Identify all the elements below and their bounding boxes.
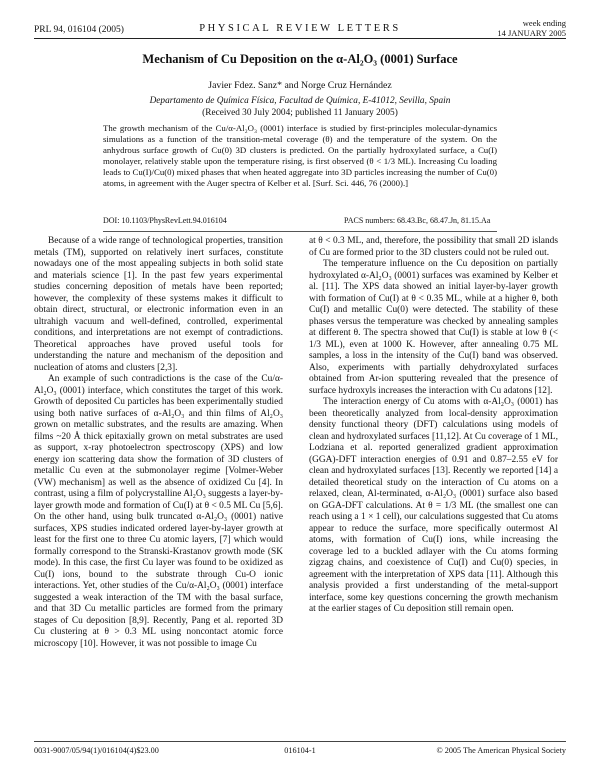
abstract: The growth mechanism of the Cu/α-Al₂O₃ (0001) interface is studied by first-principles molecular-dynamics simulations as a function of the transition-metal coverage (θ) and the temperature of the system. On the anhydrous surface growth of Cu(0) 3D clusters is predicted. On the partially hydroxylated surface, a Cu(I) monolayer, relatively stable upon the temperature rising, is first observed (θ < 1/3 ML). Increasing Cu loading leads to Cu(I)/Cu(0) mixed phases that when heated aggregate into 3D particles increasing the number of Cu(0) atoms, in agreement with the Auger spectra of Kelber et al. [Surf. Sci. 446, 76 (2000).] xyxy=(103,123,497,189)
paragraph: at θ < 0.3 ML, and, therefore, the possibility that small 2D islands of Cu are formed prior to the 3D clusters could not be ruled out. xyxy=(309,236,558,258)
week-ending-label: week ending xyxy=(522,18,566,28)
journal-reference: PRL 94, 016104 (2005) xyxy=(34,25,124,35)
author-list: Javier Fdez. Sanz* and Norge Cruz Hernández xyxy=(208,80,392,91)
page-number: 016104-1 xyxy=(284,746,316,755)
footer-issn: 0031-9007/05/94(1)/016104(4)$23.00 xyxy=(34,746,159,755)
week-ending-date: 14 JANUARY 2005 xyxy=(497,28,566,38)
pacs-numbers: PACS numbers: 68.43.Bc, 68.47.Jn, 81.15.Aa xyxy=(344,216,491,225)
abstract-rule xyxy=(103,231,497,232)
doi-link[interactable]: DOI: 10.1103/PhysRevLett.94.016104 xyxy=(103,216,227,225)
paragraph: The temperature influence on the Cu deposition on partially hydroxylated α-Al₂O₃ (0001) surfaces was examined by Kelber et al. [11]. The XPS data showed an initial layer-by-layer growth with formation of Cu(I) at θ < 0.35 ML, while at a higher θ, both Cu(I) and metallic Cu(0) were detected. The stability of these phases versus the temperature was checked by annealing samples at different θ. The spectra showed that Cu(I) is stable at low θ (< 1/3 ML), even at 1000 K. However, after annealing 0.75 ML samples, a loss in the intensity of the Cu(I) band was observed. Also, experiments with partially dehydroxylated surfaces obtained from Ar-ion sputtering revealed that the presence of surface hydroxyls increases the interaction with Cu adatons [12]. xyxy=(309,259,558,396)
body-column-right xyxy=(309,236,558,616)
paragraph: An example of such contradictions is the case of the Cu/α-Al₂O₃ (0001) interface, which constitutes the target of this work. Growth of deposited Cu particles has been experimentally studied using both native surfaces of α-Al₂O₃ and thin films of Al₂O₃ grown on metallic substrates, and the results are amazing. When films ~20 Å thick epitaxially grown on metal substrates are used as support, x-ray photoelectron spectroscopy (XPS) and low energy ion scattering data show the formation of 3D clusters of metallic Cu even at the submonolayer regime [Volmer-Weber (VW) mechanism] as well as the absence of oxidized Cu [4]. In contrast, using a film of polycrystalline Al₂O₃ suggests a layer-by-layer growth mode and formation of Cu(I) at θ < 0.5 ML Cu [5,6]. On the other hand, using bulk truncated α-Al₂O₃ (0001) native surfaces, XPS studies indicated ordered layer-by-layer growth at least for the first one to three Cu atomic layers, [7] which would formally correspond to the Stranski-Krastanov growth mode (SK mode). In this case, the first Cu layer was found to be oxidized as Cu(I) ions, bound to the substrate through Cu-O ionic interactions. Yet, other studies of the Cu/α-Al₂O₃ (0001) interface suggested a weak interaction of the TM with the basal surface, and that 3D Cu metallic particles are formed from the primary stages of Cu deposition [8,9]. Recently, Pang et al. reported 3D Cu clustering at θ > 0.3 ML using noncontact atomic force microscopy [10]. However, it was not possible to image Cu xyxy=(34,374,284,649)
paper-title: Mechanism of Cu Deposition on the α-Al₂O₃ (0001) Surface xyxy=(142,52,458,66)
copyright: © 2005 The American Physical Society xyxy=(436,746,566,755)
week-ending xyxy=(497,18,566,38)
paragraph: The interaction energy of Cu atoms with α-Al₂O₃ (0001) has been theoretically analyzed from local-density approximation density functional theory (DFT) calculations using models of clean and hydroxylated surfaces [11,12]. At Cu coverage of 1 ML, Lodziana et al. reported generalized gradient approximation (GGA)-DFT interaction energies of 0.91 and 0.87–2.55 eV for clean and hydroxylated surfaces [13]. Recently we reported [14] a detailed theoretical study on the interaction of Cu atoms on a relaxed, clean, Al-terminated, α-Al₂O₃ (0001) surface also based on GGA-DFT calculations. At θ = 1/3 ML (the smallest one can reach using a 1 × 1 cell), our calculations suggested that Cu atoms appear to reduce the surface, more specifically outermost Al atoms, with formation of Cu(I) ions, while increasing the coverage led to a buckled adlayer with the Cu atoms forming zigzag chains, and coexistence of Cu(I) and Cu(0) species, in agreement with the interpretation of XPS data [11]. Although this analysis provided a first understanding of the metal-support interface, some key questions concerning the growth mechanism at the earlier stages of Cu deposition still remain open. xyxy=(309,397,558,614)
paragraph: Because of a wide range of technological properties, transition metals (TM), supported on relatively inert surfaces, constitute nowadays one of the most appealing subjects in both solid state and materials science [1]. In the past few years experimental studies concerning deposition of metals have been reported; however, the complexity of these systems makes it difficult to obtain direct, structural, or electronic information even in an ultrahigh vacuum and well-defined, controlled, experimental conditions, and interpretations are not exempt of contradictions. Theoretical approaches have proved useful tools for understanding the nature and mechanism of the deposition and nucleation of atoms and clusters [2,3]. xyxy=(34,236,283,373)
affiliation: Departamento de Química Física, Facultad de Química, E-41012, Sevilla, Spain xyxy=(149,96,451,106)
header-rule xyxy=(34,38,566,39)
received-date: (Received 30 July 2004; published 11 January 2005) xyxy=(202,108,398,118)
footer-rule xyxy=(34,741,566,742)
body-column-left xyxy=(34,236,283,650)
journal-name: PHYSICAL REVIEW LETTERS xyxy=(199,23,401,34)
